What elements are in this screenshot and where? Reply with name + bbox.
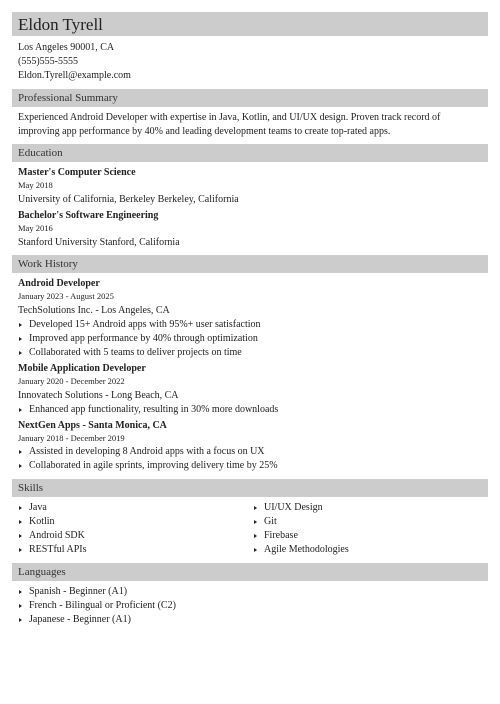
skill-text: Kotlin [29, 516, 55, 527]
list-item [18, 346, 488, 360]
skill-text: RESTful APIs [29, 544, 87, 555]
bullet-icon [254, 548, 257, 552]
bullet-icon [19, 534, 22, 538]
bullet-icon [254, 506, 257, 510]
list-item [253, 543, 488, 557]
list-item [18, 515, 253, 529]
list-item [18, 332, 488, 346]
contact-email: Eldon.Tyrell@example.com [18, 70, 131, 81]
section-title: Education [18, 147, 63, 159]
skill-text: UI/UX Design [264, 502, 323, 513]
skills-column-right [253, 501, 488, 557]
bullet-text: Collaborated in agile sprints, improving delivery time by 25% [29, 460, 278, 471]
candidate-name: Eldon Tyrell [18, 14, 103, 34]
education-item [12, 166, 488, 207]
section-heading-education [12, 144, 488, 162]
degree-date: May 2018 [18, 180, 53, 190]
list-item [18, 445, 488, 459]
bullet-icon [19, 548, 22, 552]
bullet-icon [19, 351, 22, 355]
bullet-icon [254, 520, 257, 524]
section-heading-skills [12, 479, 488, 497]
school-name: University of California, Berkeley Berkeley, California [18, 194, 239, 205]
degree-date: May 2016 [18, 223, 53, 233]
job-bullets [18, 445, 488, 473]
list-item [18, 543, 253, 557]
list-item [18, 318, 488, 332]
job-entry [12, 362, 488, 417]
job-bullets [18, 318, 488, 360]
bullet-icon [19, 323, 22, 327]
bullet-text: Enhanced app functionality, resulting in 30% more downloads [29, 404, 279, 415]
bullet-icon [19, 604, 22, 608]
bullet-icon [19, 450, 22, 454]
summary-text: Experienced Android Developer with expertise in Java, Kotlin, and UI/UX design. Proven track record of improving app performance by 40% and leading development teams to create top-rated apps. [18, 112, 441, 137]
section-title: Professional Summary [18, 92, 118, 104]
list-item [18, 459, 488, 473]
bullet-icon [19, 337, 22, 341]
bullet-icon [19, 520, 22, 524]
bullet-icon [19, 618, 22, 622]
list-item [18, 529, 253, 543]
job-date: January 2018 - December 2019 [18, 433, 125, 443]
skill-text: Java [29, 502, 47, 513]
section-heading-work [12, 255, 488, 273]
degree-title: Bachelor's Software Engineering [18, 210, 159, 221]
name-header [12, 12, 488, 36]
bullet-icon [19, 506, 22, 510]
list-item [253, 501, 488, 515]
contact-address: Los Angeles 90001, CA [18, 42, 115, 53]
skill-text: Git [264, 516, 277, 527]
language-text: Spanish - Beginner (A1) [29, 586, 128, 597]
job-title: Mobile Application Developer [18, 363, 146, 374]
job-title: NextGen Apps - Santa Monica, CA [18, 420, 167, 431]
education-item [12, 209, 488, 250]
language-text: French - Bilingual or Proficient (C2) [29, 600, 176, 611]
skills-column-left [18, 501, 253, 557]
contact-phone: (555)555-5555 [18, 56, 78, 67]
section-heading-languages [12, 563, 488, 581]
job-company: TechSolutions Inc. - Los Angeles, CA [18, 305, 170, 316]
skill-text: Firebase [264, 530, 298, 541]
list-item [18, 613, 488, 627]
skill-text: Agile Methodologies [264, 544, 349, 555]
job-entry [12, 277, 488, 360]
list-item [18, 585, 488, 599]
list-item [18, 403, 488, 417]
job-date: January 2023 - August 2025 [18, 291, 114, 301]
list-item [18, 599, 488, 613]
job-title: Android Developer [18, 278, 100, 289]
bullet-icon [19, 590, 22, 594]
job-bullets [18, 403, 488, 417]
languages-list [12, 585, 488, 627]
list-item [18, 501, 253, 515]
list-item [253, 529, 488, 543]
section-title: Work History [18, 258, 78, 270]
job-company: Innovatech Solutions - Long Beach, CA [18, 390, 179, 401]
bullet-text: Assisted in developing 8 Android apps with a focus on UX [29, 446, 265, 457]
bullet-text: Developed 15+ Android apps with 95%+ user satisfaction [29, 319, 261, 330]
section-title: Languages [18, 566, 66, 578]
section-title: Skills [18, 482, 44, 494]
bullet-text: Improved app performance by 40% through optimization [29, 333, 258, 344]
contact-info [12, 41, 488, 83]
bullet-icon [254, 534, 257, 538]
bullet-text: Collaborated with 5 teams to deliver projects on time [29, 347, 242, 358]
degree-title: Master's Computer Science [18, 167, 136, 178]
skill-text: Android SDK [29, 530, 85, 541]
list-item [253, 515, 488, 529]
bullet-icon [19, 464, 22, 468]
language-text: Japanese - Beginner (A1) [29, 614, 131, 625]
job-entry [12, 419, 488, 473]
job-date: January 2020 - December 2022 [18, 376, 125, 386]
skills-list [12, 501, 488, 557]
section-heading-summary [12, 89, 488, 107]
school-name: Stanford University Stanford, California [18, 237, 180, 248]
bullet-icon [19, 408, 22, 412]
